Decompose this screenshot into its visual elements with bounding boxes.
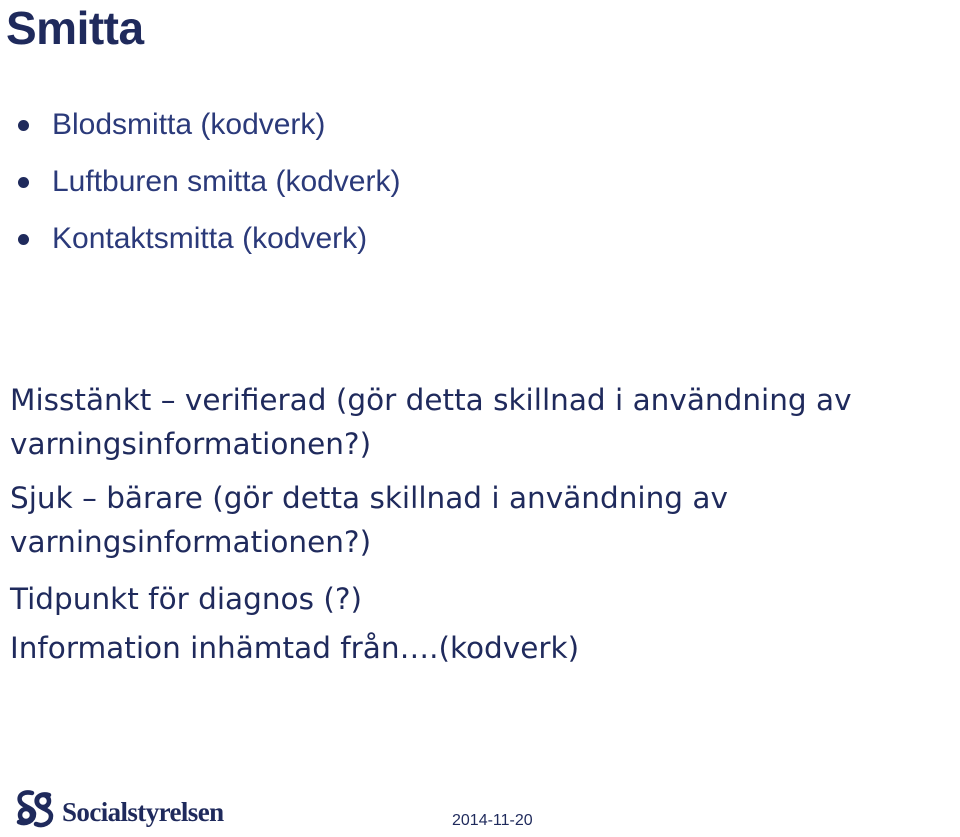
bullet-item: [12, 210, 400, 267]
paragraph-diagnosis-time: Tidpunkt för diagnos (?): [10, 582, 363, 616]
paragraph-sick-carrier: Sjuk – bärare (gör detta skillnad i användning av varningsinformationen?): [10, 481, 728, 559]
bullet-text: Luftburen smitta (kodverk): [52, 165, 401, 198]
bullet-dot-icon: [18, 234, 29, 245]
bullet-dot-icon: [18, 177, 29, 188]
bullet-text: Kontaktsmitta (kodverk): [52, 222, 368, 255]
footer-logo: [12, 786, 224, 832]
bullet-item: [12, 96, 400, 153]
bullet-list: [12, 96, 400, 267]
socialstyrelsen-logo-icon: [12, 787, 58, 831]
paragraph-suspected-verified: Misstänkt – verifierad (gör detta skillnad i användning av varningsinformationen?): [10, 383, 852, 461]
bullet-dot-icon: [18, 120, 29, 131]
slide-title: Smitta: [6, 2, 144, 54]
logo-text: Socialstyrelsen: [62, 796, 224, 827]
bullet-item: [12, 153, 400, 210]
body-text-block: [10, 378, 955, 670]
paragraph-information-source: Information inhämtad från….(kodverk): [10, 631, 580, 665]
bullet-text: Blodsmitta (kodverk): [52, 108, 326, 141]
footer-date: 2014-11-20: [452, 812, 533, 829]
